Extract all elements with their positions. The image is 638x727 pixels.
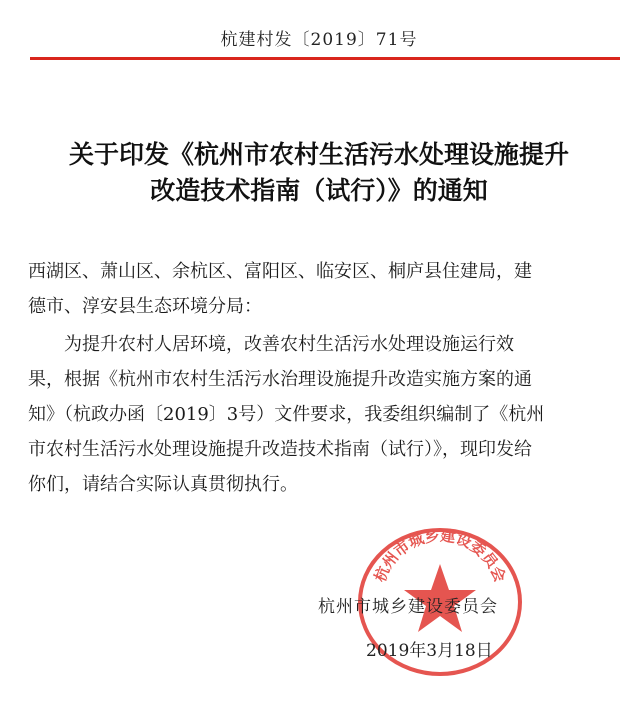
issue-date: 2019年3月18日 <box>366 641 493 661</box>
issuer-name: 杭州市城乡建设委员会 <box>318 597 498 617</box>
title-line-2: 改造技术指南（试行）》的通知 <box>150 176 488 205</box>
body-paragraph <box>28 327 614 502</box>
seal-text: 杭州市城乡建设委员会 <box>370 526 510 585</box>
body-line-3: 知》（杭政办函〔2019〕3号）文件要求，我委组织编制了《杭州 <box>28 404 545 425</box>
body-line-2: 果，根据《杭州市农村生活污水治理设施提升改造实施方案的通 <box>28 369 532 390</box>
body-line-1: 为提升农村人居环境，改善农村生活污水处理设施运行效 <box>64 334 514 355</box>
body-line-4: 市农村生活污水处理设施提升改造技术指南（试行）》，现印发给 <box>28 439 532 460</box>
title-line-1: 关于印发《杭州市农村生活污水处理设施提升 <box>68 140 569 169</box>
document-title <box>18 137 620 209</box>
addressee-block <box>28 254 614 324</box>
addressee-line-1: 西湖区、萧山区、余杭区、富阳区、临安区、桐庐县住建局，建 <box>28 261 532 282</box>
document-number: 杭建村发〔2019〕71号 <box>220 30 418 50</box>
addressee-line-2: 德市、淳安县生态环境分局： <box>28 296 262 317</box>
body-line-5: 你们，请结合实际认真贯彻执行。 <box>28 474 298 495</box>
red-header-rule <box>30 57 620 60</box>
